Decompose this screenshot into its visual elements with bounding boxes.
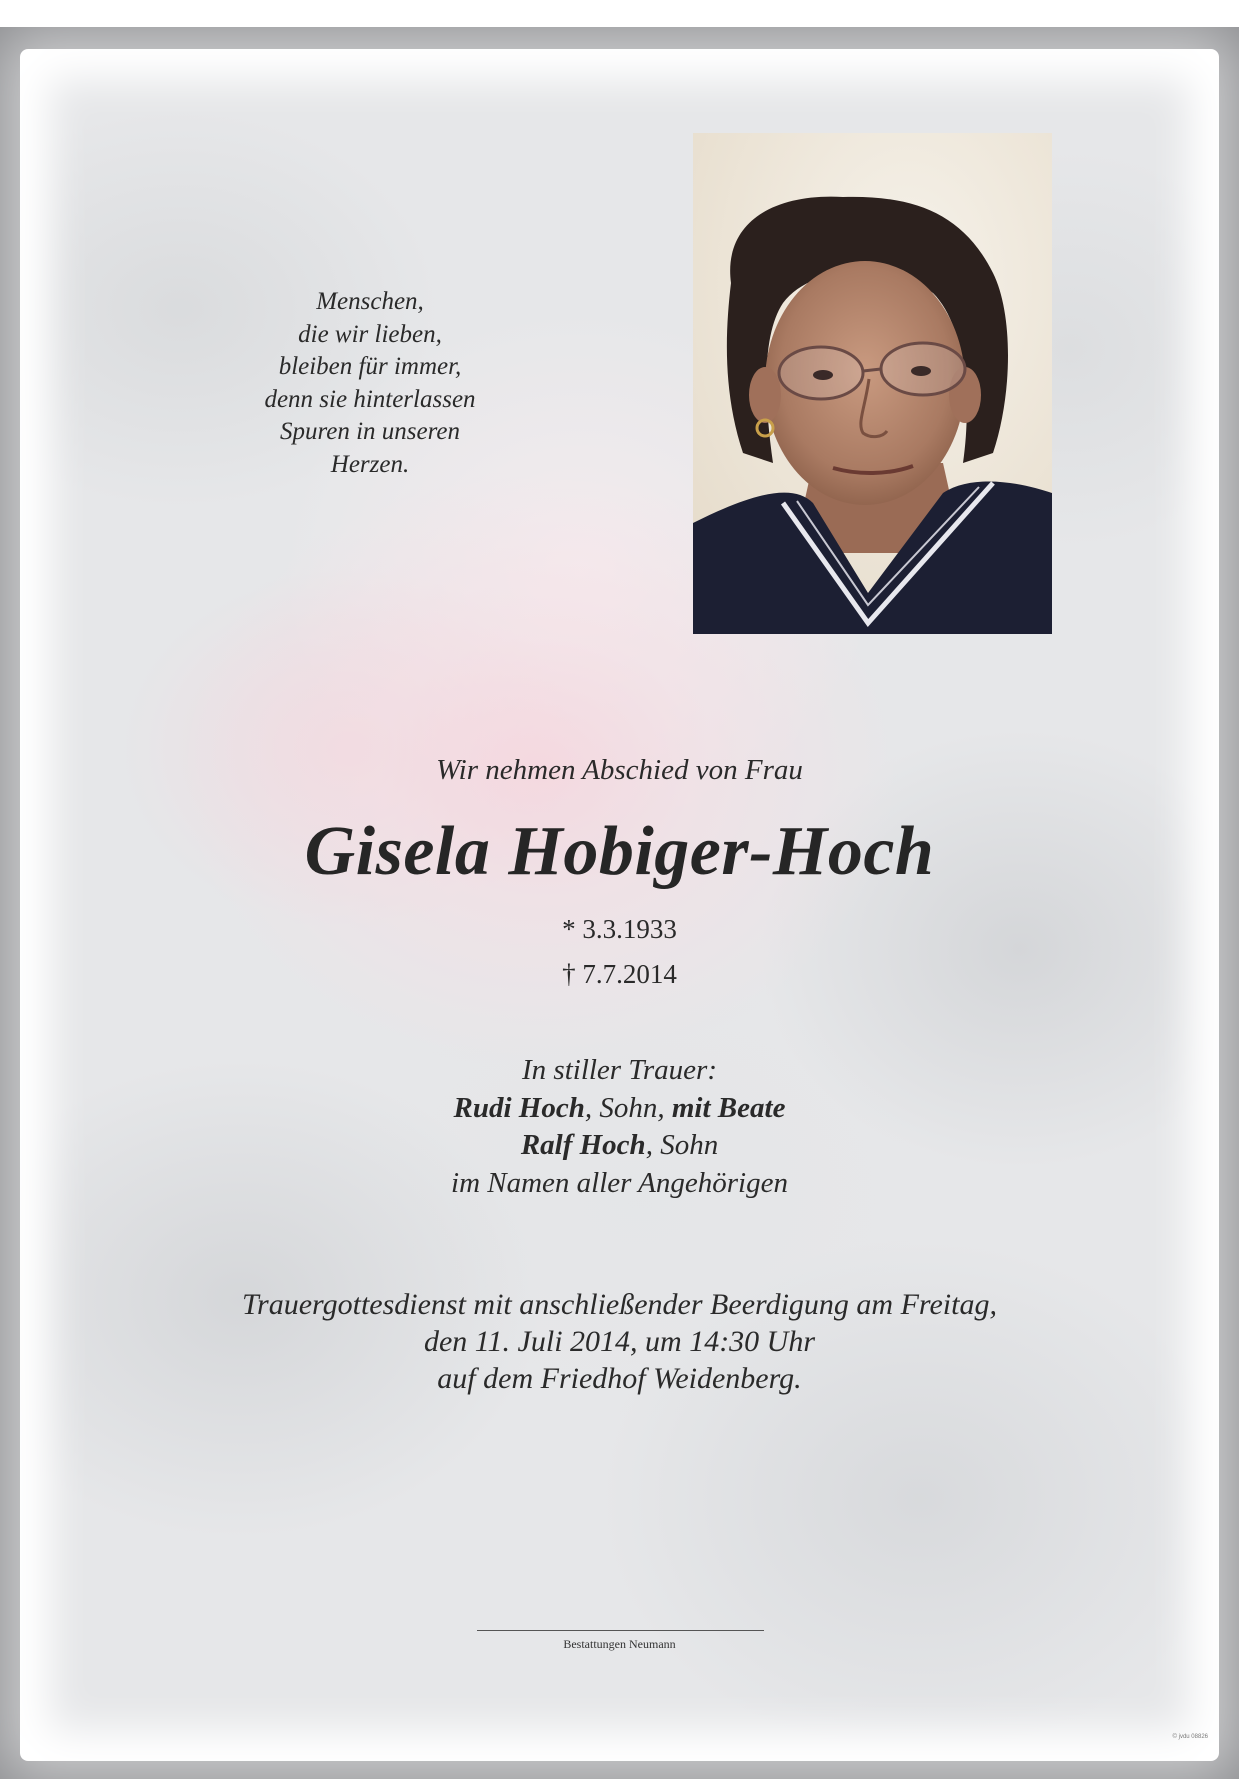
mourner-relation: , Sohn <box>645 1129 719 1161</box>
service-line: den 11. Juli 2014, um 14:30 Uhr <box>423 1325 816 1358</box>
quote-line: die wir lieben, <box>298 320 442 348</box>
mourner-row <box>0 1090 1239 1128</box>
service-line: Trauergottesdienst mit anschließender Beerdigung am Freitag, <box>242 1288 997 1321</box>
portrait-photo-icon <box>693 133 1052 634</box>
mourner-row <box>0 1127 1239 1165</box>
footer-divider <box>477 1630 764 1631</box>
quote-line: bleiben für immer, <box>278 353 462 380</box>
mourner-name: Ralf Hoch <box>520 1129 646 1161</box>
imprint-mark: © jvdu 08826 <box>1172 1734 1208 1740</box>
funeral-service-info <box>0 1286 1239 1397</box>
quote-line: Menschen, <box>316 288 424 315</box>
birth-date: * 3.3.1933 <box>562 914 677 944</box>
mourner-name: Rudi Hoch <box>453 1091 585 1124</box>
farewell-intro: Wir nehmen Abschied von Frau <box>436 754 803 786</box>
deceased-name: Gisela Hobiger-Hoch <box>304 813 935 890</box>
quote-line: Spuren in unseren <box>279 418 461 445</box>
mourner-row <box>0 1165 1239 1203</box>
deceased-portrait <box>693 133 1052 634</box>
undertaker-name: Bestattungen Neumann <box>563 1637 676 1651</box>
mourner-partner: mit Beate <box>671 1091 786 1124</box>
mourner-relation: , Sohn, <box>584 1091 672 1124</box>
quote-line: denn sie hinterlassen <box>264 385 476 413</box>
memorial-quote <box>230 286 510 481</box>
page-frame <box>0 27 1239 1779</box>
mourner-relation: im Namen aller Angehörigen <box>451 1166 788 1199</box>
service-line: auf dem Friedhof Weidenberg. <box>437 1362 802 1395</box>
death-date: † 7.7.2014 <box>562 959 677 989</box>
quote-line: Herzen. <box>330 450 410 478</box>
mourning-heading: In stiller Trauer: <box>522 1054 717 1086</box>
mourners-block <box>0 1052 1239 1202</box>
